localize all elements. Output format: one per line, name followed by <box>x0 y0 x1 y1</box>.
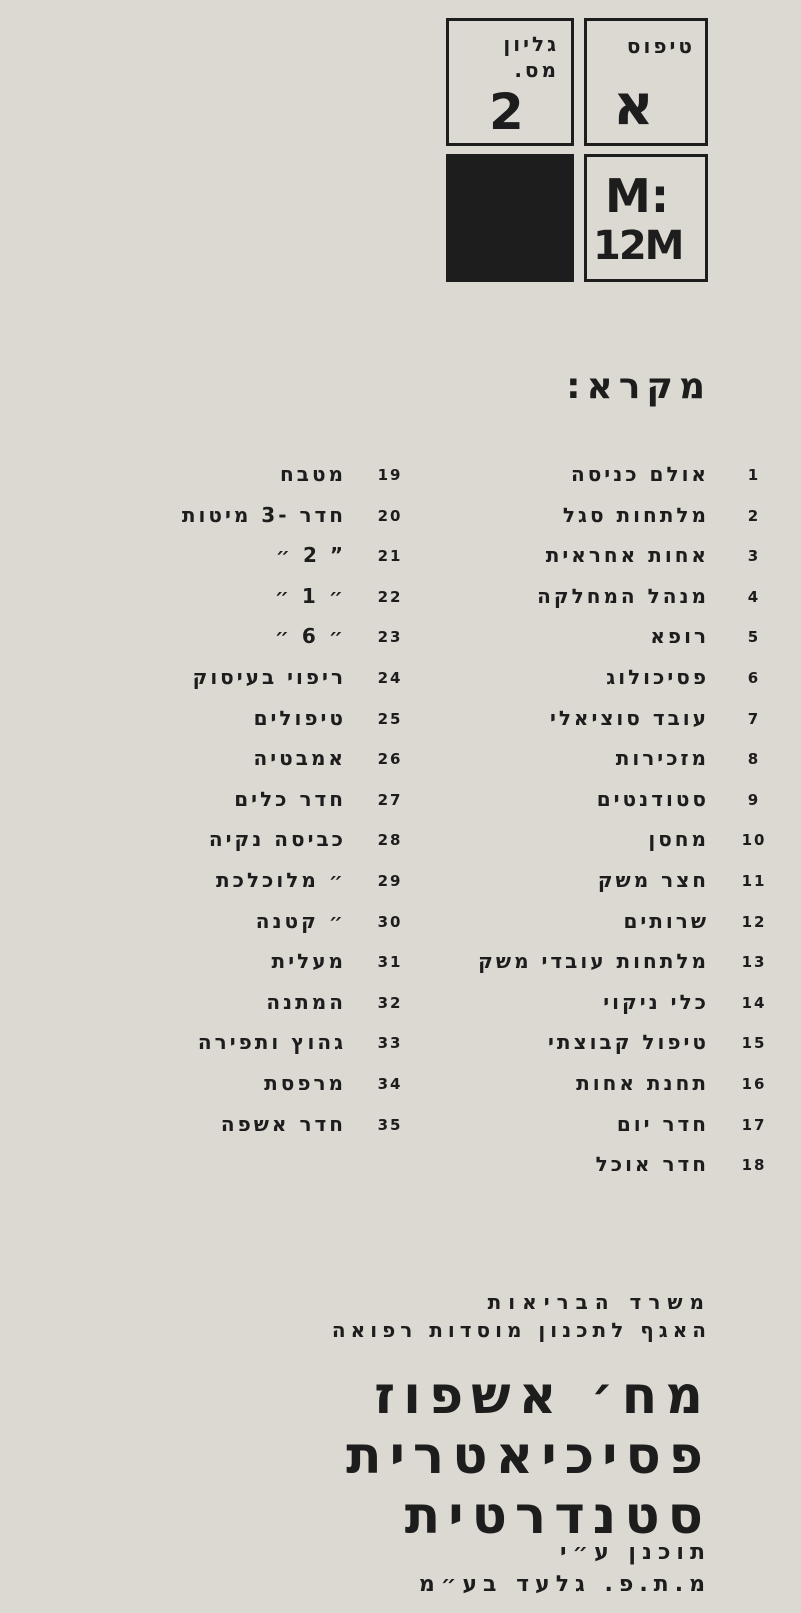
legend-label: רופא <box>650 624 709 649</box>
legend-number: 5 <box>747 628 761 647</box>
legend-number: 21 <box>377 547 403 566</box>
ministry-name: משרד הבריאות <box>487 1290 711 1314</box>
sheet-number-box <box>446 18 574 146</box>
legend-number: 12 <box>741 912 767 931</box>
legend-label: סטודנטים <box>596 786 709 811</box>
legend-label: פסיכולוג <box>606 665 709 689</box>
legend-label: מטבח <box>280 462 346 486</box>
legend-number: 10 <box>741 831 767 850</box>
legend-label: ״ מלוכלכת <box>215 868 346 892</box>
legend-label: חדר יום <box>616 1111 709 1136</box>
legend-label: המתנה <box>266 989 346 1014</box>
legend-number: 29 <box>377 872 403 890</box>
legend-label: מעלית <box>271 949 346 974</box>
legend-number: 33 <box>377 1034 403 1053</box>
legend-number: 8 <box>747 750 761 769</box>
legend-label: תחנת אחות <box>576 1071 709 1095</box>
legend-number: 34 <box>377 1075 403 1093</box>
legend-number: 3 <box>747 547 761 566</box>
department-name: האגף לתכנון מוסדות רפואה <box>331 1318 711 1342</box>
type-value: א <box>613 73 654 138</box>
legend-number: 19 <box>377 466 403 484</box>
legend-label: ” 2 ״ <box>275 543 346 568</box>
legend-label: חדר אוכל <box>595 1152 709 1177</box>
legend-number: 14 <box>741 993 767 1012</box>
designed-by-label: תוכנן ע״י <box>560 1540 711 1565</box>
sheet-label-text: גליון מס. <box>503 32 559 82</box>
legend-number: 6 <box>747 669 761 687</box>
legend-label: מחסן <box>648 827 709 852</box>
legend-label: ריפוי בעיסוק <box>192 665 346 689</box>
legend-label: ״ 1 ״ <box>274 583 346 608</box>
legend-label: מלתחות סגל <box>562 502 709 527</box>
scale-top: M: <box>605 169 670 223</box>
legend-label: טיפול קבוצתי <box>548 1030 709 1055</box>
legend-heading: מקרא: <box>566 366 711 407</box>
document-title-line-3: סטנדרטית <box>404 1486 711 1546</box>
legend-label: טיפולים <box>253 705 346 730</box>
legend-number: 27 <box>377 790 403 809</box>
legend-label: ״ 6 ״ <box>274 624 346 649</box>
type-box <box>584 18 708 146</box>
legend-label: מרפסת <box>264 1071 346 1095</box>
type-label: טיפוס <box>626 34 695 58</box>
document-title-line-2: פסיכיאטרית <box>346 1426 711 1486</box>
sheet-number-label <box>469 31 559 83</box>
legend-number: 35 <box>377 1115 403 1134</box>
designer-name: מ.ת.פ. גלעד בע״מ <box>418 1572 711 1597</box>
legend-label: אחות אחראית <box>545 543 709 568</box>
legend-label: חדר כלים <box>234 786 346 811</box>
legend-number: 20 <box>377 506 403 525</box>
legend-label: מלתחות עובדי משק <box>478 949 709 974</box>
document-title-line-1: מח׳ אשפוז <box>374 1366 711 1426</box>
legend-number: 15 <box>741 1034 767 1053</box>
legend-label: שרותים <box>623 908 709 933</box>
legend-label: אמבטיה <box>253 746 346 771</box>
legend-number: 7 <box>747 709 761 728</box>
legend-number: 31 <box>377 953 403 972</box>
legend-number: 16 <box>741 1075 767 1093</box>
legend-label: גהוץ ותפירה <box>197 1030 346 1055</box>
legend-number: 26 <box>377 750 403 769</box>
solid-block <box>446 154 574 282</box>
scale-bottom: 12M <box>593 223 683 269</box>
legend-number: 1 <box>747 466 761 484</box>
legend-label: חדר אשפה <box>220 1111 346 1136</box>
legend-number: 17 <box>741 1115 767 1134</box>
sheet-number-value: 2 <box>489 83 524 141</box>
legend-number: 18 <box>741 1156 767 1175</box>
legend-label: חצר משק <box>597 868 709 892</box>
legend-label: אולם כניסה <box>570 462 709 486</box>
legend-label: כלי ניקוי <box>603 989 709 1014</box>
legend-label: עובד סוציאלי <box>549 705 709 730</box>
legend-label: ״ קטנה <box>255 908 346 933</box>
legend-number: 32 <box>377 993 403 1012</box>
legend-number: 23 <box>377 628 403 647</box>
legend-number: 9 <box>747 790 761 809</box>
legend-number: 11 <box>741 872 767 890</box>
legend-number: 25 <box>377 709 403 728</box>
legend-number: 4 <box>747 587 761 606</box>
legend-number: 2 <box>747 506 761 525</box>
legend-number: 24 <box>377 669 403 687</box>
scale-box <box>584 154 708 282</box>
legend-number: 13 <box>741 953 767 972</box>
legend-label: כביסה נקיה <box>208 827 346 852</box>
legend-label: חדר -3 מיטות <box>181 502 346 527</box>
legend-number: 30 <box>377 912 403 931</box>
legend-number: 28 <box>377 831 403 850</box>
legend-label: מנהל המחלקה <box>537 583 709 608</box>
legend-number: 22 <box>377 587 403 606</box>
legend-label: מזכירות <box>615 746 709 771</box>
